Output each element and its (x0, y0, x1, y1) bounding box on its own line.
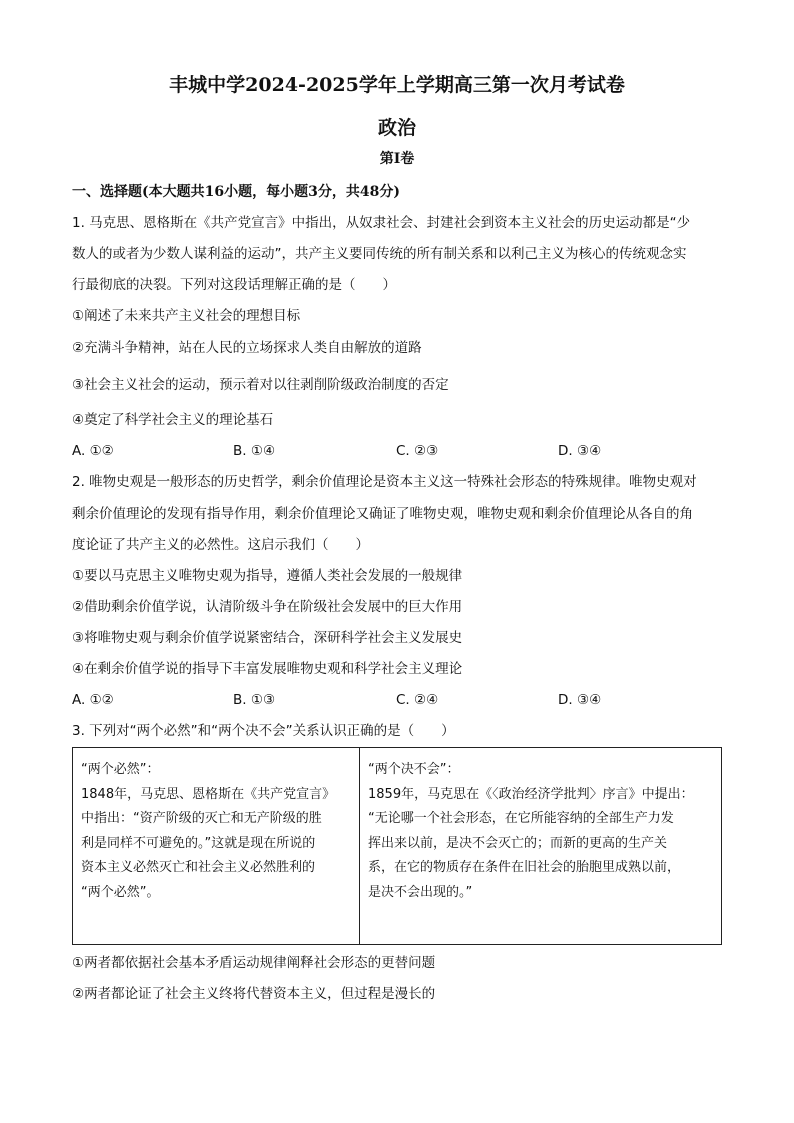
q1-item: ②充满斗争精神，站在人民的立场探求人类自由解放的道路 (72, 340, 422, 356)
cell-line: 资本主义必然灭亡和社会主义必然胜利的 (81, 860, 316, 875)
two-nevers-cell (360, 748, 722, 945)
q1-stem-line: 行最彻底的决裂。下列对这段话理解正确的是（ ） (72, 277, 396, 293)
cell-line: 利是同样不可避免的。”这就是现在所说的 (81, 835, 316, 851)
q1-option-c[interactable]: C. ②③ (396, 443, 439, 459)
cell-line: “两个必然”。 (81, 884, 160, 900)
q2-item: ②借助剩余价值学说，认清阶级斗争在阶级社会发展中的巨大作用 (72, 599, 463, 615)
q2-item: ④在剩余价值学说的指导下丰富发展唯物史观和科学社会主义理论 (72, 661, 463, 677)
q2-item: ③将唯物史观与剩余价值学说紧密结合，深研科学社会主义发展史 (72, 630, 463, 646)
q3-item: ②两者都论证了社会主义终将代替资本主义，但过程是漫长的 (72, 986, 436, 1002)
exam-title: 丰城中学2024-2025学年上学期高三第一次月考试卷 (169, 74, 625, 96)
section-heading: 一、选择题(本大题共16小题，每小题3分，共48分) (72, 184, 400, 200)
q1-item: ③社会主义社会的运动，预示着对以往剥削阶级政治制度的否定 (72, 377, 449, 393)
q2-stem-line: 2. 唯物史观是一般形态的历史哲学，剩余价值理论是资本主义这一特殊社会形态的特殊规律。唯物史观对 (72, 474, 697, 490)
q3-stem: 3. 下列对“两个必然”和“两个决不会”关系认识正确的是（ ） (72, 723, 455, 739)
cell-line: 是决不会出现的。” (368, 884, 473, 900)
cell-line: 1848年，马克思、恩格斯在《共产党宣言》 (81, 786, 336, 802)
q2-option-c[interactable]: C. ②④ (396, 692, 439, 708)
q1-item: ④奠定了科学社会主义的理论基石 (72, 412, 274, 428)
q1-stem-line: 1. 马克思、恩格斯在《共产党宣言》中指出，从奴隶社会、封建社会到资本主义社会的历史运动都是“少 (72, 215, 691, 231)
q2-item: ①要以马克思主义唯物史观为指导，遵循人类社会发展的一般规律 (72, 568, 463, 584)
cell-line: 挥出来以前，是决不会灭亡的；而新的更高的生产关 (368, 835, 668, 851)
cell-line: 1859年，马克思在《〈政治经济学批判〉序言》中提出： (368, 786, 694, 802)
q2-stem-line: 度论证了共产主义的必然性。这启示我们（ ） (72, 537, 369, 553)
q1-option-a[interactable]: A. ①② (72, 443, 114, 459)
q3-quote-table (72, 747, 722, 945)
cell-line: “两个决不会”： (368, 762, 460, 777)
cell-line: 系，在它的物质存在条件在旧社会的胎胞里成熟以前， (368, 860, 681, 875)
q2-option-d[interactable]: D. ③④ (558, 692, 602, 708)
subject-title: 政治 (377, 117, 416, 139)
cell-line: 中指出：“资产阶级的灭亡和无产阶级的胜 (81, 811, 322, 826)
cell-line: “两个必然”： (81, 762, 160, 777)
two-inevitables-cell (73, 748, 360, 945)
q1-option-b[interactable]: B. ①④ (233, 443, 276, 459)
cell-line: “无论哪一个社会形态，在它所能容纳的全部生产力发 (368, 811, 674, 826)
q3-item: ①两者都依据社会基本矛盾运动规律阐释社会形态的更替问题 (72, 955, 436, 971)
q2-option-a[interactable]: A. ①② (72, 692, 114, 708)
q1-option-d[interactable]: D. ③④ (558, 443, 602, 459)
q2-option-b[interactable]: B. ①③ (233, 692, 276, 708)
part-title: 第Ⅰ卷 (379, 151, 415, 167)
q2-stem-line: 剩余价值理论的发现有指导作用，剩余价值理论又确证了唯物史观，唯物史观和剩余价值理论从各自的角 (72, 506, 693, 522)
q1-item: ①阐述了未来共产主义社会的理想目标 (72, 308, 301, 324)
q1-stem-line: 数人的或者为少数人谋利益的运动”，共产主义要同传统的所有制关系和以利己主义为核心的传统观念实 (72, 246, 687, 262)
